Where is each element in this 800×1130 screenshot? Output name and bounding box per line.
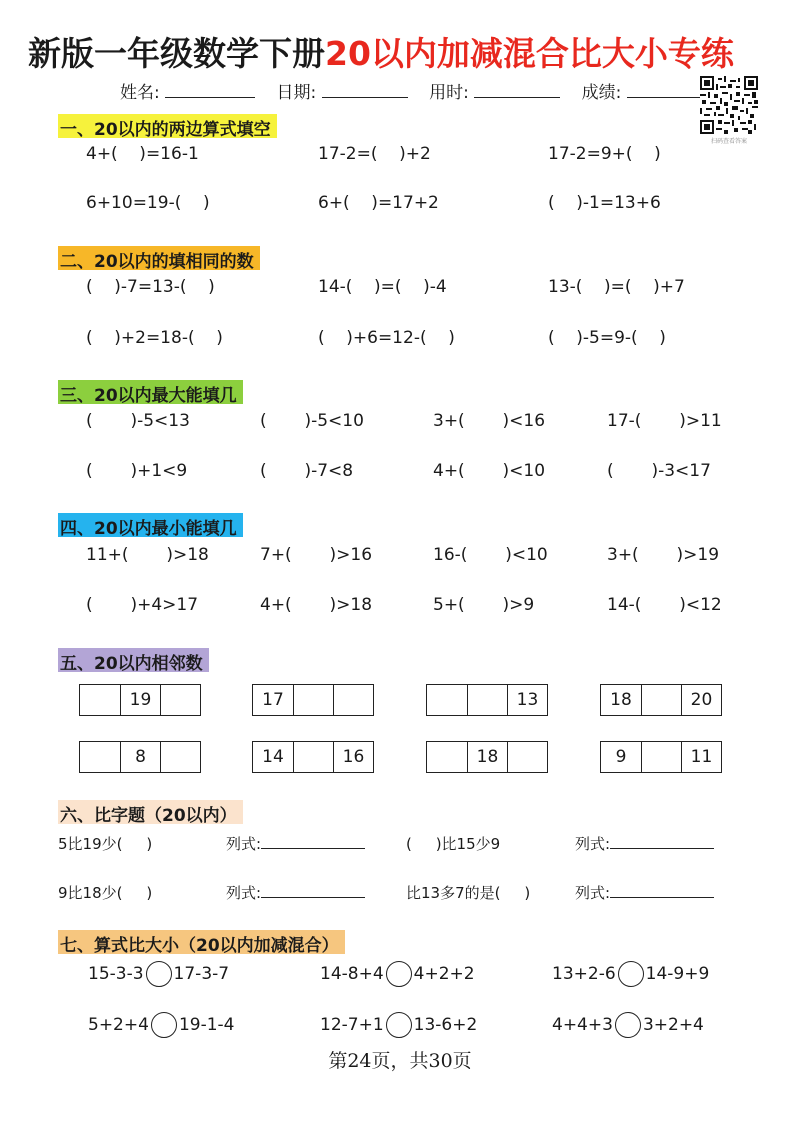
box-cell: 20 — [681, 685, 721, 715]
compare-circle[interactable] — [386, 1012, 412, 1038]
s4-item-4[interactable]: 3+( )>19 — [607, 545, 720, 565]
s6-list-text-1: 列式: — [226, 835, 262, 853]
time-label: 用时: — [429, 83, 469, 103]
box-cell[interactable] — [641, 742, 681, 772]
box-cell[interactable] — [293, 742, 333, 772]
page-footer: 第24页，共30页 — [328, 1050, 472, 1072]
box-cell: 18 — [610, 690, 632, 710]
section-1-title: 一、20以内的两边算式填空 — [58, 114, 277, 138]
adjacent-number-box — [252, 684, 374, 716]
adjacent-number-box — [600, 741, 722, 773]
adjacent-number-box — [600, 684, 722, 716]
compare-left: 5+2+4 — [88, 1015, 149, 1035]
info-line — [120, 78, 715, 103]
s4-item-7[interactable]: 5+( )>9 — [433, 595, 535, 615]
title-part1: 新版一年级数学下册 — [28, 34, 325, 73]
s3-item-7[interactable]: 4+( )<10 — [433, 461, 546, 481]
compare-item — [88, 1012, 234, 1038]
box-cell: 19 — [120, 685, 160, 715]
s3-item-8[interactable]: ( )-3<17 — [607, 461, 711, 481]
s3-item-3[interactable]: 3+( )<16 — [433, 411, 546, 431]
adjacent-number-box — [79, 741, 201, 773]
compare-item — [88, 961, 229, 987]
s2-item-5[interactable]: ( )+6=12-( ) — [318, 328, 455, 348]
box-cell[interactable] — [333, 685, 373, 715]
s1-item-6[interactable]: ( )-1=13+6 — [548, 193, 661, 213]
s6-list-text-4: 列式: — [575, 884, 611, 902]
s3-item-1[interactable]: ( )-5<13 — [86, 411, 190, 431]
s1-item-3[interactable]: 17-2=9+( ) — [548, 144, 661, 164]
s4-item-6[interactable]: 4+( )>18 — [260, 595, 373, 615]
s2-item-4[interactable]: ( )+2=18-( ) — [86, 328, 223, 348]
compare-right: 17-3-7 — [173, 964, 230, 984]
adjacent-number-box — [426, 684, 548, 716]
section-6-title: 六、比字题（20以内） — [58, 800, 243, 824]
compare-circle[interactable] — [146, 961, 172, 987]
s4-item-5[interactable]: ( )+4>17 — [86, 595, 199, 615]
s2-item-6[interactable]: ( )-5=9-( ) — [548, 328, 666, 348]
s4-item-8[interactable]: 14-( )<12 — [607, 595, 722, 615]
box-cell: 11 — [681, 742, 721, 772]
s1-item-5[interactable]: 6+( )=17+2 — [318, 193, 439, 213]
s2-item-2[interactable]: 14-( )=( )-4 — [318, 277, 447, 297]
title-part2: 20以内加减混合比大小专练 — [325, 34, 734, 73]
box-cell[interactable] — [467, 685, 507, 715]
box-cell: 13 — [507, 685, 547, 715]
s6-list-label-1 — [226, 833, 365, 854]
s6-item-3[interactable]: 9比18少( ) — [58, 884, 153, 902]
date-label: 日期: — [276, 83, 317, 103]
name-label: 姓名: — [120, 83, 160, 103]
section-4-title: 四、20以内最小能填几 — [58, 513, 243, 537]
box-cell: 9 — [615, 747, 627, 767]
s6-list-label-4 — [575, 882, 714, 903]
s6-item-4[interactable]: 比13多7的是( ) — [406, 884, 531, 902]
adjacent-number-box — [426, 741, 548, 773]
compare-right: 4+2+2 — [413, 964, 475, 984]
compare-right: 14-9+9 — [645, 964, 710, 984]
s6-item-1[interactable]: 5比19少( ) — [58, 835, 153, 853]
s3-item-5[interactable]: ( )+1<9 — [86, 461, 188, 481]
s6-list-blank-1[interactable] — [261, 837, 365, 849]
box-cell[interactable] — [80, 742, 120, 772]
s6-list-blank-2[interactable] — [610, 837, 714, 849]
compare-right: 13-6+2 — [413, 1015, 478, 1035]
compare-left: 12-7+1 — [320, 1015, 384, 1035]
s1-item-4[interactable]: 6+10=19-( ) — [86, 193, 210, 213]
box-cell[interactable] — [507, 742, 547, 772]
section-5-title: 五、20以内相邻数 — [58, 648, 209, 672]
section-2-title: 二、20以内的填相同的数 — [58, 246, 260, 270]
compare-circle[interactable] — [151, 1012, 177, 1038]
compare-item — [552, 1012, 704, 1038]
compare-item — [320, 961, 475, 987]
box-cell[interactable] — [427, 685, 467, 715]
s6-list-label-2 — [575, 833, 714, 854]
box-cell[interactable] — [160, 742, 200, 772]
s4-item-1[interactable]: 11+( )>18 — [86, 545, 209, 565]
qr-code-icon — [700, 76, 758, 134]
compare-circle[interactable] — [386, 961, 412, 987]
s2-item-1[interactable]: ( )-7=13-( ) — [86, 277, 215, 297]
score-label: 成绩: — [581, 83, 622, 103]
s6-list-blank-3[interactable] — [261, 886, 365, 898]
s6-list-text-2: 列式: — [575, 835, 611, 853]
box-cell: 14 — [262, 747, 284, 767]
s6-list-label-3 — [226, 882, 365, 903]
box-cell[interactable] — [80, 685, 120, 715]
box-cell[interactable] — [427, 742, 467, 772]
section-3-title: 三、20以内最大能填几 — [58, 380, 243, 404]
qr-caption: 扫码查看答案 — [710, 138, 747, 145]
s6-list-text-3: 列式: — [226, 884, 262, 902]
s1-item-1[interactable]: 4+( )=16-1 — [86, 144, 199, 164]
compare-item — [552, 961, 709, 987]
s1-item-2[interactable]: 17-2=( )+2 — [318, 144, 431, 164]
s6-item-2[interactable]: ( )比15少9 — [406, 835, 501, 853]
date-blank[interactable] — [322, 84, 408, 98]
page-title — [28, 28, 734, 75]
compare-right: 3+2+4 — [642, 1015, 704, 1035]
compare-circle[interactable] — [618, 961, 644, 987]
box-cell[interactable] — [293, 685, 333, 715]
s3-item-6[interactable]: ( )-7<8 — [260, 461, 354, 481]
compare-circle[interactable] — [615, 1012, 641, 1038]
box-cell: 16 — [333, 742, 373, 772]
compare-left: 4+4+3 — [552, 1015, 613, 1035]
box-cell[interactable] — [641, 685, 681, 715]
adjacent-number-box — [79, 684, 201, 716]
compare-left: 14-8+4 — [320, 964, 384, 984]
s2-item-3[interactable]: 13-( )=( )+7 — [548, 277, 685, 297]
s4-item-3[interactable]: 16-( )<10 — [433, 545, 548, 565]
time-blank[interactable] — [474, 84, 560, 98]
compare-right: 19-1-4 — [178, 1015, 235, 1035]
box-cell: 18 — [467, 742, 507, 772]
box-cell[interactable] — [160, 685, 200, 715]
name-blank[interactable] — [165, 84, 255, 98]
s6-list-blank-4[interactable] — [610, 886, 714, 898]
compare-left: 13+2-6 — [552, 964, 616, 984]
s4-item-2[interactable]: 7+( )>16 — [260, 545, 373, 565]
s3-item-2[interactable]: ( )-5<10 — [260, 411, 364, 431]
box-cell: 8 — [120, 742, 160, 772]
adjacent-number-box — [252, 741, 374, 773]
compare-left: 15-3-3 — [88, 964, 144, 984]
compare-item — [320, 1012, 477, 1038]
s3-item-4[interactable]: 17-( )>11 — [607, 411, 722, 431]
section-7-title: 七、算式比大小（20以内加减混合） — [58, 930, 345, 954]
box-cell: 17 — [262, 690, 284, 710]
